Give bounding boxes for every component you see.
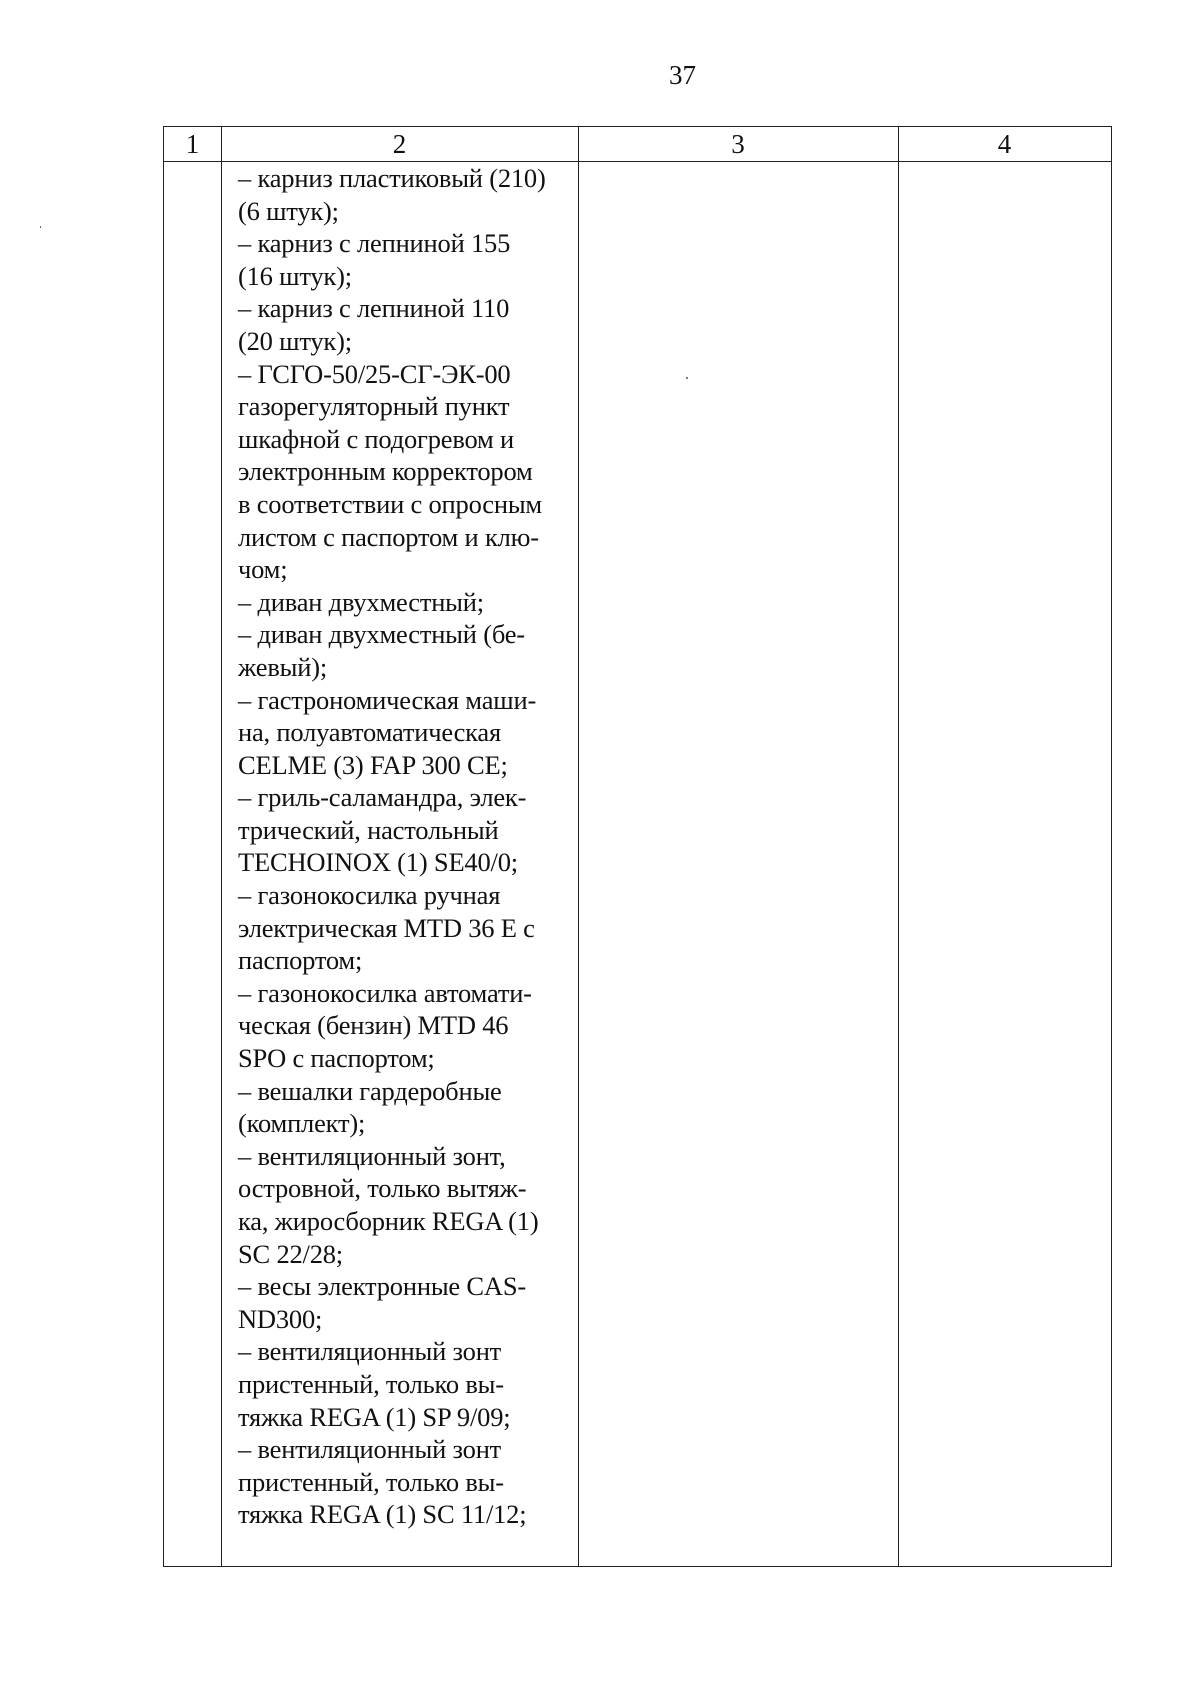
cell-line: ка, жиросборник REGA (1) xyxy=(238,1206,539,1236)
cell-line: – весы электронные CAS- xyxy=(238,1271,526,1302)
cell-line: (6 штук); xyxy=(238,195,339,226)
page-number: 37 xyxy=(669,60,696,90)
cell-line: паспортом; xyxy=(238,945,363,976)
cell-line: чом; xyxy=(238,554,288,585)
cell-line: – карниз с лепниной 155 xyxy=(238,228,511,259)
cell-line: – газонокосилка автомати- xyxy=(238,977,532,1008)
cell-line: – карниз с лепниной 110 xyxy=(238,293,510,324)
cell-line: (комплект); xyxy=(238,1108,366,1139)
cell-line: – гриль-саламандра, элек- xyxy=(238,782,527,813)
column-header-1: 1 xyxy=(185,129,200,159)
cell-line: – вентиляционный зонт xyxy=(238,1336,502,1367)
cell-line: тяжка REGA (1) SC 11/12; xyxy=(238,1499,527,1530)
cell-line: островной, только вытяж- xyxy=(238,1173,527,1204)
scan-speck xyxy=(40,226,41,228)
cell-line: CELME (3) FAP 300 CE; xyxy=(238,749,508,780)
cell-line: SPO с паспортом; xyxy=(238,1043,435,1074)
column-header-2: 2 xyxy=(392,129,407,159)
cell-line: – газонокосилка ручная xyxy=(238,880,501,911)
cell-line: пристенный, только вы- xyxy=(238,1368,504,1399)
cell-line: – вентиляционный зонт xyxy=(238,1434,502,1465)
cell-line: – диван двухместный (бе- xyxy=(238,619,525,650)
column-divider-1 xyxy=(221,127,222,1566)
cell-line: – диван двухместный; xyxy=(238,586,484,617)
cell-line: тяжка REGA (1) SP 9/09; xyxy=(238,1401,511,1432)
column-divider-3 xyxy=(898,127,899,1566)
cell-line: электронным корректором xyxy=(238,456,533,487)
cell-line: SC 22/28; xyxy=(238,1238,343,1269)
column-divider-2 xyxy=(578,127,579,1566)
cell-line: ческая (бензин) MTD 46 xyxy=(238,1010,509,1041)
cell-line: TECHOINOX (1) SE40/0; xyxy=(238,847,518,878)
cell-line: – карниз пластиковый (210) xyxy=(238,163,546,193)
scan-speck xyxy=(686,377,688,379)
cell-line: – гастрономическая маши- xyxy=(238,684,537,715)
cell-line: листом с паспортом и клю- xyxy=(238,521,539,552)
cell-line: – ГСГО-50/25-СГ-ЭК-00 xyxy=(238,358,511,389)
cell-line: жевый); xyxy=(238,651,328,682)
cell-line: в соответствии с опросным xyxy=(238,488,542,519)
cell-line: – вентиляционный зонт, xyxy=(238,1140,506,1171)
cell-line: электрическая MTD 36 E с xyxy=(238,912,535,943)
cell-line: пристенный, только вы- xyxy=(238,1466,504,1497)
cell-line: ND300; xyxy=(238,1303,323,1334)
cell-line: на, полуавтоматическая xyxy=(238,717,501,748)
cell-line: трический, настольный xyxy=(238,814,499,845)
cell-line: шкафной с подогревом и xyxy=(238,423,514,454)
cell-line: газорегуляторный пункт xyxy=(238,391,510,422)
cell-line: (20 штук); xyxy=(238,325,352,356)
cell-line: (16 штук); xyxy=(238,260,352,291)
column-2-cell xyxy=(238,162,578,1531)
cell-line: – вешалки гардеробные xyxy=(238,1075,502,1106)
column-header-4: 4 xyxy=(997,129,1012,159)
column-header-3: 3 xyxy=(731,129,745,159)
